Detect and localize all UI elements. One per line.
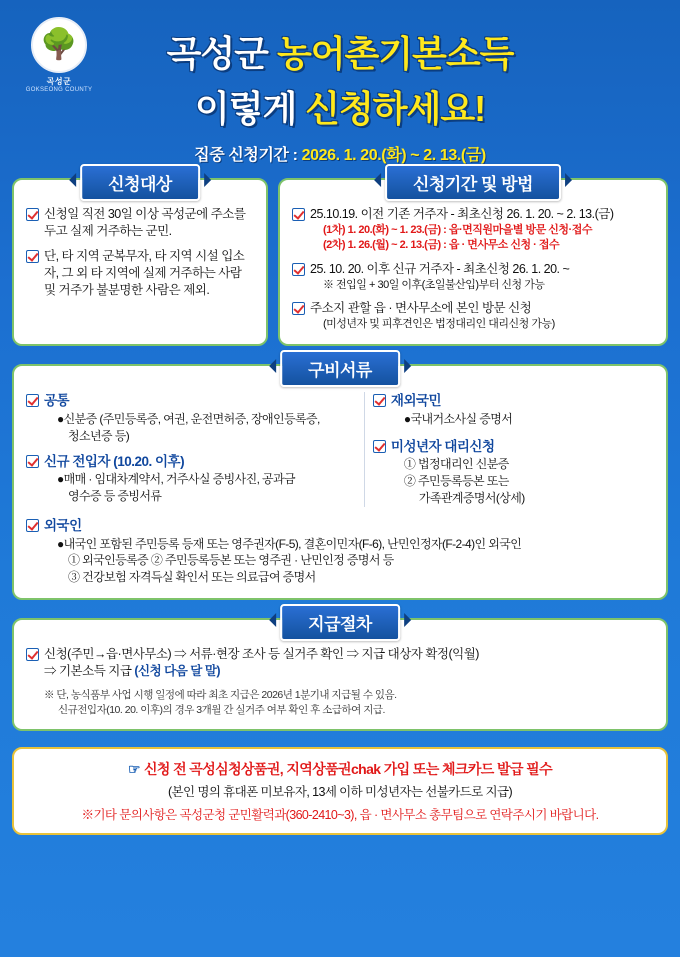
list-item [373,438,654,507]
footer-line3 [26,805,654,823]
target-item-2: 단, 타 지역 군복무자, 타 지역 시설 입소자, 그 외 타 지역에 실제 거주하는 사람 및 거주가 불분명한 사람은 제외. [44,248,245,297]
title-line2-plain: 이렇게 [194,88,306,129]
list-item [292,261,654,293]
doc-newmover-line2: 영수증 등 증빙서류 [68,489,162,504]
period-item-3 [310,300,654,332]
tree-emblem-icon [31,17,87,73]
payment-notes [44,687,654,717]
doc-foreigner-line1: ●내국인 포함된 주민등록 등재 또는 영주권자(F-5), 결혼이민자(F-6), 난민인정자(F-2-4)인 외국인 [57,536,522,551]
section-payment [12,614,668,732]
check-icon [373,440,386,453]
doc-foreigner-line3: ③ 건강보험 자격득실 확인서 또는 의료급여 증명서 [68,570,316,585]
documents-divider [364,392,365,506]
section-payment-title: 지급절차 [280,604,400,641]
list-item [26,392,356,444]
doc-newmover-line1: ●매매 · 임대차계약서, 거주사실 증빙사진, 공과금 [57,472,296,487]
footer-line1 [26,759,654,779]
list-item [26,206,254,241]
check-icon [26,394,39,407]
check-icon [26,455,39,468]
period-item-1-sub2: (2차) 1. 26.(월) ~ 2. 13.(금) : 읍 · 면사무소 신청 · 접수 [323,239,560,252]
section-target-title: 신청대상 [80,164,200,201]
section-period-method [278,175,668,346]
title-line2-highlight: 신청하세요! [305,88,486,129]
title-line1-highlight: 농어촌기본소득 [276,33,514,74]
doc-newmover-head: 신규 전입자 (10.20. 이후) [44,453,185,469]
check-icon [292,208,305,221]
target-item-1: 신청일 직전 30일 이상 곡성군에 주소를 두고 실제 거주하는 군민. [44,207,246,239]
list-item [26,453,356,505]
tree-glyph: 🌳 [40,28,78,61]
application-period [12,142,668,165]
period-method-list [292,206,654,332]
doc-minor-line3: 가족관계증명서(상세) [418,491,525,506]
footer-line3-text: ※기타 문의사항은 곡성군청 군민활력과(360-2410~3), 읍 · 면사무소 총무팀으로 연락주시기 바랍니다. [81,808,599,823]
period-value: 2026. 1. 20.(화) ~ 2. 13.(금) [301,147,486,164]
section-documents-title: 구비서류 [280,350,400,387]
page-title-line1 [12,10,668,77]
payment-flow-line1: 신청(주민→읍·면사무소) ⇒ 서류·현장 조사 등 실거주 확인 ⇒ 지급 대상자 확정(익월) [44,646,479,661]
footer-line1-a: 신청 전 [143,761,190,778]
doc-common-head: 공통 [44,393,70,409]
doc-minor-line2: ② 주민등록등본 또는 [403,474,509,489]
payment-flow-line2 [44,663,654,680]
check-icon [292,263,305,276]
check-icon [26,648,39,661]
period-item-2-head: 25. 10. 20. 이후 신규 거주자 - 최초신청 26. 1. 20. ~ [310,261,570,276]
period-item-1-head: 25.10.19. 이전 기존 거주자 - 최초신청 26. 1. 20. ~ 2. 13.(금) [310,207,614,221]
doc-foreigner-head: 외국인 [44,517,82,533]
doc-common-line1: ●신분증 (주민등록증, 여권, 운전면허증, 장애인등록증, [57,412,320,427]
doc-overseas-line1: ●국내거소사실 증명서 [403,412,513,427]
target-list [26,206,254,299]
pointing-hand-icon: ☞ [127,761,140,778]
footer-box [12,747,668,835]
list-item [26,517,654,586]
period-item-3-sub: (미성년자 및 피후견인은 법정대리인 대리신청 가능) [323,318,555,331]
payment-flow-line2-b: (신청 다음 달 말) [134,664,221,679]
check-icon [26,519,39,532]
list-item [26,646,654,681]
payment-note-1: ※ 단, 농식품부 사업 시행 일정에 따라 최초 지급은 2026년 1분기내 지급될 수 있음. [44,689,397,702]
documents-column-left [26,392,356,506]
poster-header [12,10,668,164]
footer-line1-b: 곡성심청상품권, 지역상품권chak 가입 또는 체크카드 발급 필수 [189,761,553,778]
documents-grid [26,392,654,506]
list-item [292,206,654,254]
period-item-3-head: 주소지 관할 읍 · 면사무소에 본인 방문 신청 [310,301,532,316]
period-item-2 [310,261,654,293]
list-item [292,300,654,332]
list-item [26,248,254,300]
goksung-logo [20,16,98,94]
doc-minor-head: 미성년자 대리신청 [390,438,495,454]
doc-common-line2: 청소년증 등) [68,428,130,443]
page-title-line2 [12,81,668,132]
period-label: 집중 신청기간 : [194,147,302,164]
period-item-1-sub1: (1차) 1. 20.(화) ~ 1. 23.(금) : 읍·면직원마을별 방문 신청·접수 [323,224,592,237]
footer-line2: (본인 명의 휴대폰 미보유자, 13세 이하 미성년자는 선불카드로 지급) [167,785,513,800]
check-icon [292,302,305,315]
section-documents [12,361,668,599]
doc-foreigner-line2: ① 외국인등록증 ② 주민등록등본 또는 영주권 · 난민인정 증명서 등 [68,553,394,568]
period-item-1 [310,206,654,254]
documents-column-right [373,392,654,506]
section-period-method-title: 신청기간 및 방법 [385,164,561,201]
section-row-top [12,160,668,346]
logo-name: 곡성군 [46,77,72,86]
payment-note-2: 신규전입자(10. 20. 이후)의 경우 3개월 간 실거주 여부 확인 후 소급하여 지급. [58,704,385,717]
doc-overseas-head: 재외국민 [390,393,442,409]
payment-flow-line2-a: ⇒ 기본소득 지급 [44,664,135,679]
logo-english: GOKSEONG COUNTY [25,87,93,93]
title-line1-plain: 곡성군 [166,33,277,74]
period-item-2-sub: ※ 전입일 + 30일 이후(초일불산입)부터 신청 가능 [323,278,545,291]
list-item [373,392,654,427]
doc-minor-line1: ① 법정대리인 신분증 [403,457,509,472]
check-icon [373,394,386,407]
section-target [12,175,268,346]
check-icon [26,208,39,221]
check-icon [26,250,39,263]
